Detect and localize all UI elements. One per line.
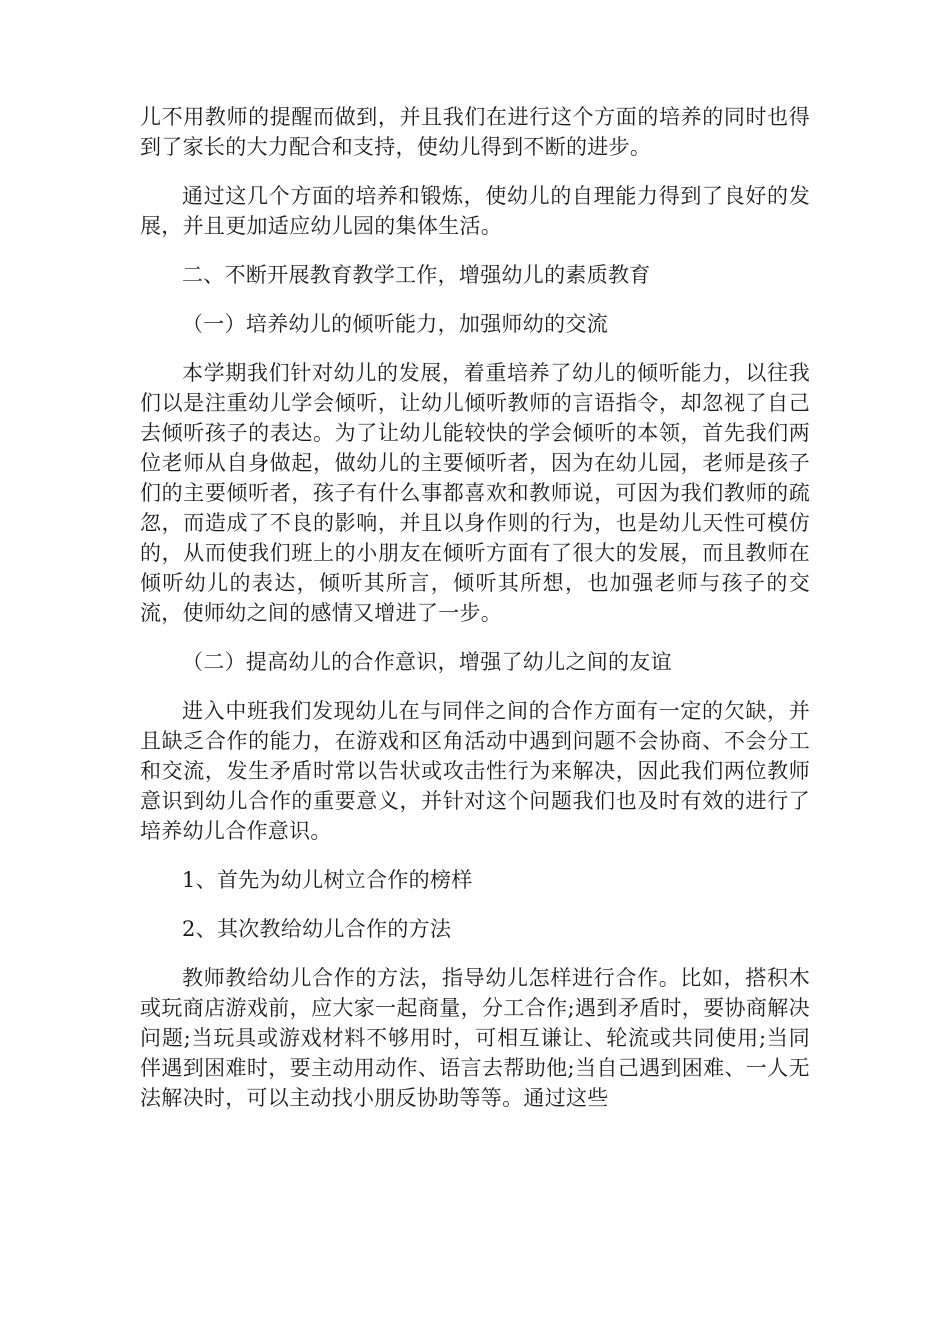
list-item-1: 1、首先为幼儿树立合作的榜样: [182, 868, 473, 892]
subsection-heading-2: （二）提高幼儿的合作意识，增强了幼儿之间的友谊: [182, 650, 672, 674]
paragraph-summary: 通过这几个方面的培养和锻炼，使幼儿的自理能力得到了良好的发展，并且更加适应幼儿园的集体生活。: [140, 184, 810, 238]
paragraph-methods: 教师教给幼儿合作的方法，指导幼儿怎样进行合作。比如，搭积木或玩商店游戏前，应大家一起商量，分工合作;遇到矛盾时，要协商解决问题;当玩具或游戏材料不够用时，可相互谦让、轮流或共同使用;当同伴遇到困难时，要主动用动作、语言去帮助他;当自己遇到困难、一人无法解决时，可以主动找小朋反协助等等。通过这些: [140, 966, 810, 1110]
section-heading: 二、不断开展教育教学工作，增强幼儿的素质教育: [182, 263, 651, 287]
paragraph-continuation: 儿不用教师的提醒而做到，并且我们在进行这个方面的培养的同时也得到了家长的大力配合和支持，使幼儿得到不断的进步。: [140, 105, 810, 159]
list-item-2: 2、其次教给幼儿合作的方法: [182, 917, 452, 941]
document-page: [140, 102, 810, 1132]
paragraph-listening: 本学期我们针对幼儿的发展，着重培养了幼儿的倾听能力，以往我们以是注重幼儿学会倾听，让幼儿倾听教师的言语指令，却忽视了自己去倾听孩子的表达。为了让幼儿能较快的学会倾听的本领，首先我们两位老师从自身做起，做幼儿的主要倾听者，因为在幼儿园，老师是孩子们的主要倾听者，孩子有什么事都喜欢和教师说，可因为我们教师的疏忽，而造成了不良的影响，并且以身作则的行为，也是幼儿天性可模仿的，从而使我们班上的小朋友在倾听方面有了很大的发展，而且教师在倾听幼儿的表达，倾听其所言，倾听其所想，也加强老师与孩子的交流，使师幼之间的感情又增进了一步。: [140, 361, 810, 625]
paragraph-cooperation: 进入中班我们发现幼儿在与同伴之间的合作方面有一定的欠缺，并且缺乏合作的能力，在游戏和区角活动中遇到问题不会协商、不会分工和交流，发生矛盾时常以告状或攻击性行为来解决，因此我们两位教师意识到幼儿合作的重要意义，并针对这个问题我们也及时有效的进行了培养幼儿合作意识。: [140, 699, 810, 843]
subsection-heading-1: （一）培养幼儿的倾听能力，加强师幼的交流: [182, 312, 608, 336]
